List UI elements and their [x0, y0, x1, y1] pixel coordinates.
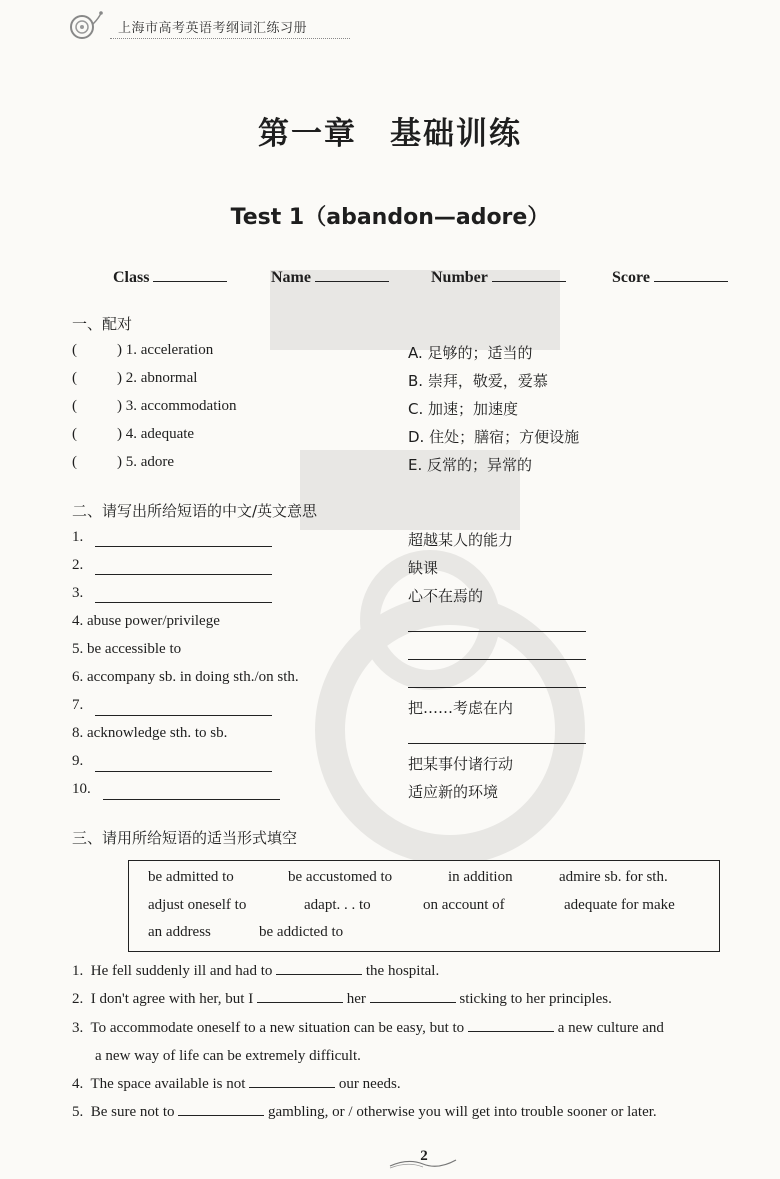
- sentence-1: 1. He fell suddenly ill and had to the hospital.: [72, 963, 440, 979]
- header-rule: [110, 38, 350, 39]
- chapter-title: 第一章 基础训练: [258, 116, 522, 151]
- page-ornament-icon: [388, 1156, 458, 1170]
- answer-line[interactable]: [408, 659, 586, 660]
- answer-line[interactable]: [95, 715, 272, 716]
- translate-chinese: 缺课: [408, 559, 439, 577]
- number-label: Number: [431, 269, 488, 286]
- translate-row: 4. abuse power/privilege: [72, 613, 220, 629]
- translate-row: 8. acknowledge sth. to sb.: [72, 725, 228, 741]
- answer-line[interactable]: [408, 631, 586, 632]
- name-label: Name: [271, 269, 311, 286]
- match-row: ( ) 2. abnormal: [72, 370, 198, 386]
- translate-num: 3.: [72, 585, 84, 601]
- answer-line[interactable]: [95, 546, 272, 547]
- phrase-option: adequate for make: [564, 897, 675, 913]
- answer-blank[interactable]: [178, 1114, 264, 1116]
- test-title: Test 1（abandon—adore）: [230, 205, 550, 230]
- answer-blank[interactable]: [257, 1001, 343, 1003]
- match-row: ( ) 5. adore: [72, 454, 175, 470]
- score-label: Score: [612, 269, 650, 286]
- match-option: D. 住处；膳宿；方便设施: [408, 428, 580, 446]
- match-row: ( ) 4. adequate: [72, 426, 195, 442]
- phrase-option: be admitted to: [148, 869, 234, 885]
- translate-chinese: 心不在焉的: [408, 587, 484, 605]
- sentence-4: 4. The space available is not our needs.: [72, 1076, 401, 1092]
- answer-blank[interactable]: [276, 973, 362, 975]
- translate-num: 7.: [72, 697, 84, 713]
- phrase-option: on account of: [423, 897, 505, 913]
- phrase-option: in addition: [448, 869, 513, 885]
- phrase-option: adjust oneself to: [148, 897, 247, 913]
- class-field[interactable]: [113, 269, 227, 287]
- section2-heading: 二、请写出所给短语的中文/英文意思: [72, 502, 318, 520]
- sentence-5: 5. Be sure not to gambling, or / otherwise you will get into trouble sooner or later.: [72, 1104, 657, 1120]
- phrase-option: be addicted to: [259, 924, 344, 940]
- answer-line[interactable]: [95, 771, 272, 772]
- answer-blank[interactable]: [249, 1086, 335, 1088]
- section1-heading: 一、配对: [72, 315, 133, 333]
- number-field[interactable]: [431, 269, 566, 287]
- page-number: 2: [420, 1148, 428, 1164]
- translate-chinese: 超越某人的能力: [408, 531, 514, 549]
- book-title: 上海市高考英语考纲词汇练习册: [118, 21, 308, 36]
- answer-line[interactable]: [95, 602, 272, 603]
- score-field[interactable]: [612, 269, 728, 287]
- answer-line[interactable]: [408, 687, 586, 688]
- match-option: C. 加速；加速度: [408, 400, 519, 418]
- translate-num: 1.: [72, 529, 84, 545]
- match-row: ( ) 1. acceleration: [72, 342, 214, 358]
- match-option: B. 崇拜，敬爱，爱慕: [408, 372, 548, 390]
- phrase-option: an address: [148, 924, 211, 940]
- snail-logo-icon: [66, 10, 106, 40]
- match-option: A. 足够的；适当的: [408, 344, 533, 362]
- match-row: ( ) 3. accommodation: [72, 398, 237, 414]
- sentence-2: 2. I don't agree with her, but I her sticking to her principles.: [72, 991, 612, 1007]
- answer-line[interactable]: [103, 799, 280, 800]
- sentence-3-continuation: a new way of life can be extremely difficult.: [95, 1048, 361, 1064]
- translate-chinese: 把某事付诸行动: [408, 755, 514, 773]
- sentence-3: 3. To accommodate oneself to a new situation can be easy, but to a new culture and: [72, 1020, 664, 1036]
- phrase-option: admire sb. for sth.: [559, 869, 668, 885]
- phrase-option: adapt. . . to: [304, 897, 371, 913]
- class-label: Class: [113, 269, 150, 286]
- translate-chinese: 适应新的环境: [408, 783, 499, 801]
- translate-num: 9.: [72, 753, 84, 769]
- translate-chinese: 把……考虑在内: [408, 699, 514, 717]
- answer-line[interactable]: [95, 574, 272, 575]
- answer-line[interactable]: [408, 743, 586, 744]
- phrase-option: be accustomed to: [288, 869, 393, 885]
- translate-num: 2.: [72, 557, 84, 573]
- answer-blank[interactable]: [468, 1030, 554, 1032]
- translate-row: 5. be accessible to: [72, 641, 182, 657]
- name-field[interactable]: [271, 269, 389, 287]
- match-option: E. 反常的；异常的: [408, 456, 533, 474]
- translate-num: 10.: [72, 781, 91, 797]
- answer-blank[interactable]: [370, 1001, 456, 1003]
- section3-heading: 三、请用所给短语的适当形式填空: [72, 829, 298, 847]
- translate-row: 6. accompany sb. in doing sth./on sth.: [72, 669, 299, 685]
